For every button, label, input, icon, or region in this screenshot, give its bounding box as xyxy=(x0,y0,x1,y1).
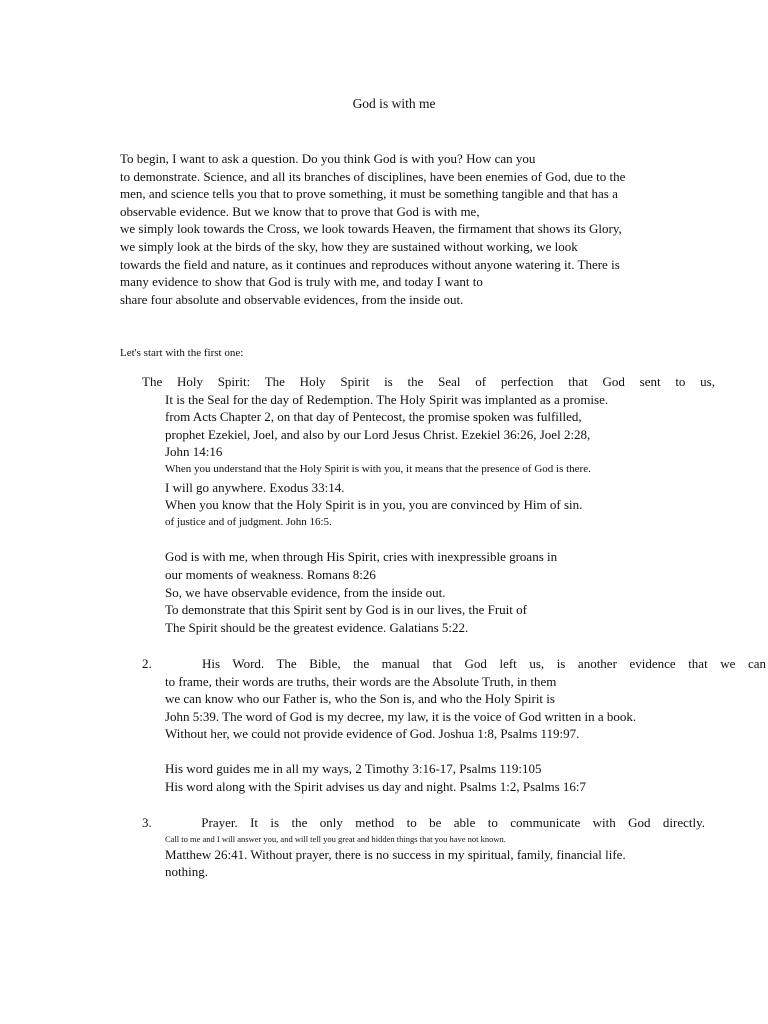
intro-line: observable evidence. But we know that to prove that God is with me, xyxy=(120,203,480,219)
intro-line: To begin, I want to ask a question. Do you think God is with you? How can you xyxy=(120,151,536,166)
list-item-body xyxy=(165,391,715,637)
list-item-line: To demonstrate that this Spirit sent by God is in our lives, the Fruit of xyxy=(165,602,527,618)
list-item-line: Without her, we could not provide evidence of God. Joshua 1:8, Psalms 119:97. xyxy=(165,726,580,742)
intro-line: we simply look at the birds of the sky, how they are sustained without working, we look xyxy=(120,238,578,254)
lead-text: Let's start with the first one: xyxy=(120,347,244,359)
list-item-body xyxy=(165,832,705,881)
list-item-line: Call to me and I will answer you, and will tell you great and hidden things that you have not known. xyxy=(165,833,506,844)
list-item-heading-text: His Word. The Bible, the manual that God left us, is another evidence that we can xyxy=(201,656,767,671)
list-number: 3. xyxy=(142,815,152,830)
list-item-line: God is with me, when through His Spirit, cries with inexpressible groans in xyxy=(165,549,558,565)
list-item-line: prophet Ezekiel, Joel, and also by our Lord Jesus Christ. Ezekiel 36:26, Joel 2:28, xyxy=(165,426,591,442)
list-item-line: John 14:16 xyxy=(165,444,223,460)
list-item-line: When you know that the Holy Spirit is in you, you are convinced by Him of sin. xyxy=(165,497,583,513)
list-item-line: I will go anywhere. Exodus 33:14. xyxy=(165,479,345,495)
page-title: God is with me xyxy=(352,96,436,111)
list-item-line: His word guides me in all my ways, 2 Timothy 3:16-17, Psalms 119:105 xyxy=(165,760,542,776)
list-item-line: nothing. xyxy=(165,864,208,880)
list-item-line: It is the Seal for the day of Redemption. The Holy Spirit was implanted as a promise. xyxy=(165,391,609,407)
list-item-prayer xyxy=(142,814,705,881)
list-item-line: of justice and of judgment. John 16:5. xyxy=(165,515,332,528)
list-item-his-word xyxy=(142,655,766,795)
intro-line: share four absolute and observable evidences, from the inside out. xyxy=(120,291,464,307)
intro-line: towards the field and nature, as it continues and reproduces without anyone watering it. There is xyxy=(120,256,620,272)
list-item-line: So, we have observable evidence, from the inside out. xyxy=(165,584,446,600)
list-item-line: His word along with the Spirit advises us day and night. Psalms 1:2, Psalms 16:7 xyxy=(165,778,587,794)
list-item-line: John 5:39. The word of God is my decree, my law, it is the voice of God written in a book. xyxy=(165,708,637,724)
list-item-line: When you understand that the Holy Spirit is with you, it means that the presence of God is there. xyxy=(165,462,591,475)
intro-line: many evidence to show that God is truly with me, and today I want to xyxy=(120,274,483,290)
list-item-line: our moments of weakness. Romans 8:26 xyxy=(165,566,376,582)
list-item-line: from Acts Chapter 2, on that day of Pentecost, the promise spoken was fulfilled, xyxy=(165,409,582,425)
intro-paragraph xyxy=(120,150,680,308)
list-item-holy-spirit xyxy=(142,373,715,636)
list-item-body xyxy=(165,673,766,796)
list-item-line: we can know who our Father is, who the Son is, and who the Holy Spirit is xyxy=(165,691,555,707)
intro-line: we simply look towards the Cross, we look towards Heaven, the firmament that shows its Glory, xyxy=(120,221,622,237)
list-item-heading xyxy=(142,814,705,832)
list-item-line: Matthew 26:41. Without prayer, there is no success in my spiritual, family, financial life. xyxy=(165,846,626,862)
list-item-heading-text: Prayer. It is the only method to be able to communicate with God directly. xyxy=(201,815,706,830)
list-item-heading xyxy=(142,655,766,673)
intro-line: men, and science tells you that to prove something, it must be something tangible and that has a xyxy=(120,186,618,202)
list-item-line: The Spirit should be the greatest evidence. Galatians 5:22. xyxy=(165,619,469,635)
intro-line: to demonstrate. Science, and all its branches of disciplines, have been enemies of God, due to the xyxy=(120,168,626,184)
list-item-heading: The Holy Spirit: The Holy Spirit is the Seal of perfection that God sent to us, xyxy=(142,374,715,389)
list-item-line: to frame, their words are truths, their words are the Absolute Truth, in them xyxy=(165,673,557,689)
list-number: 2. xyxy=(142,656,152,671)
